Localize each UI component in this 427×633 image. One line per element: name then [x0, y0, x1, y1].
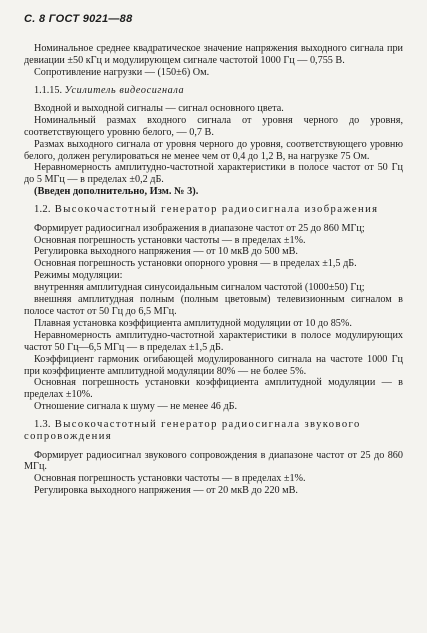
- paragraph-image-range: Формирует радиосигнал изображения в диапазоне частот от 25 до 860 МГц;: [34, 222, 365, 234]
- paragraph-output-swing: Размах выходного сигнала от уровня черного до уровня, соответствующего уровню белого, должен регулироваться не менее чем от 0,4 до 1,2 В, на нагрузке 75 Ом.: [24, 138, 403, 162]
- paragraph-input-swing: Номинальный размах входного сигнала от уровня черного до уровня, соответствующего уровню белого, — 0,7 В.: [24, 114, 403, 138]
- paragraph-reference-error: Основная погрешность установки опорного уровня — в пределах ±1,5 дБ.: [34, 258, 357, 270]
- paragraph-io-signals: Входной и выходной сигналы — сигнал основного цвета.: [34, 102, 284, 114]
- paragraph-sound-frequency-error: Основная погрешность установки частоты — в пределах ±1%.: [34, 473, 306, 485]
- paragraph-load-resistance: Сопротивление нагрузки — (150±6) Ом.: [34, 66, 210, 78]
- paragraph-frequency-error: Основная погрешность установки частоты — в пределах ±1%.: [34, 234, 306, 246]
- paragraph-sound-output-adjust: Регулировка выходного напряжения — от 20 мкВ до 220 мВ.: [34, 485, 298, 497]
- section-1-3-heading: [24, 419, 403, 443]
- paragraph-modulation-depth: Плавная установка коэффициента амплитудной модуляции от 10 до 85%.: [34, 317, 352, 329]
- paragraph-output-voltage: Номинальное среднее квадратическое значение напряжения выходного сигнала при девиации ±50 кГц и модулирующем сигнале частотой 1000 Гц — 0,755 В.: [24, 43, 403, 66]
- subsection-1-1-15-heading: [24, 85, 403, 97]
- paragraph-snr: Отношение сигнала к шуму — не менее 46 дБ.: [34, 401, 238, 413]
- amendment-note: (Введен дополнительно, Изм. № 3).: [34, 186, 199, 198]
- section-1-2-heading: [24, 204, 403, 216]
- page-header: С. 8 ГОСТ 9021—88: [24, 13, 133, 25]
- paragraph-depth-error: Основная погрешность установки коэффициента амплитудной модуляции — в пределах ±10%.: [24, 377, 403, 401]
- subsection-title: Усилитель видеосигнала: [64, 84, 185, 96]
- paragraph-output-adjust: Регулировка выходного напряжения — от 10 мкВ до 500 мВ.: [34, 246, 298, 258]
- paragraph-harmonics: Коэффициент гармоник огибающей модулированного сигнала на частоте 1000 Гц при коэффициенте амплитудной модуляции 80% — не более 5%.: [24, 353, 403, 377]
- subsection-number: 1.1.15.: [34, 84, 63, 96]
- paragraph-modulation-modes: Режимы модуляции:: [34, 270, 123, 282]
- paragraph-modulating-response: Неравномерность амплитудно-частотной характеристики в полосе модулирующих частот 50 Гц—6,5 МГц — в пределах ±1,5 дБ.: [24, 329, 403, 353]
- paragraph-external-modulation: внешняя амплитудная полным (полным цветовым) телевизионным сигналом в полосе частот от 50 Гц до 6,5 МГц.: [24, 294, 403, 318]
- paragraph-frequency-response: Неравномерность амплитудно-частотной характеристики в полосе частот от 50 Гц до 5 МГц — в пределах ±0,2 дБ.: [24, 162, 403, 186]
- section-title: Высокочастотный генератор радиосигнала звукового сопровождения: [24, 419, 361, 443]
- paragraph-internal-modulation: внутренняя амплитудная синусоидальным сигналом частотой (1000±50) Гц;: [34, 282, 365, 294]
- paragraph-sound-range: Формирует радиосигнал звукового сопровождения в диапазоне частот от 25 до 860 МГц.: [24, 449, 403, 473]
- section-number: 1.3.: [34, 419, 51, 431]
- section-number: 1.2.: [34, 204, 51, 216]
- section-title: Высокочастотный генератор радиосигнала изображения: [54, 204, 379, 216]
